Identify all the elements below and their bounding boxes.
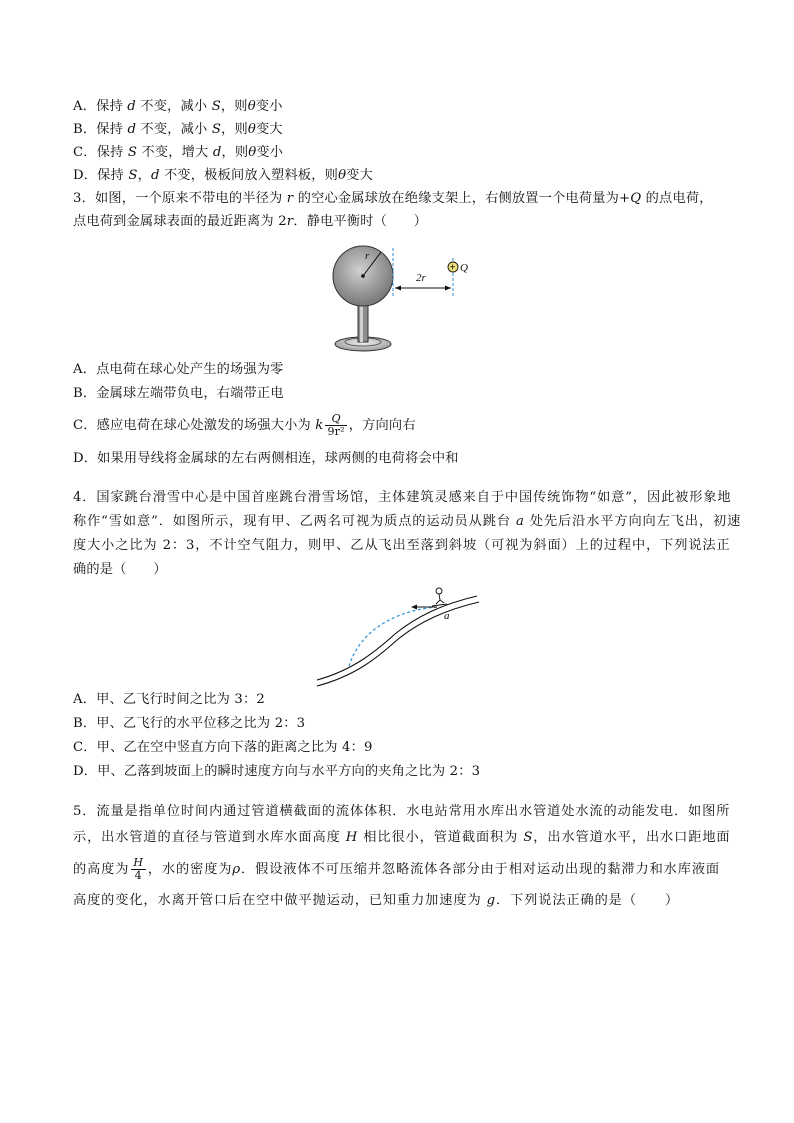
q4-stem-line-1: 4．国家跳台滑雪中心是中国首座跳台滑雪场馆，主体建筑灵感来自于中国传统饰物“如意”，因此被形象地	[73, 490, 732, 505]
q2-option-c: C．保持 S 不变，增大 d，则θ变小	[73, 145, 284, 160]
radius-label: r	[365, 250, 370, 262]
slope-upper-line	[317, 596, 477, 680]
q4-option-a: A．甲、乙飞行时间之比为 3：2	[73, 692, 265, 707]
q5-stem-line-1: 5．流量是指单位时间内通过管道横截面的流体体积．水电站常用水库出水管道处水流的动能发电．如图所	[73, 804, 731, 819]
q5-stem-line-2: 示，出水管道的直径与管道到水库水面高度 H 相比很小，管道截面积为 S，出水管道水平，出水口距地面	[73, 830, 731, 845]
arrow-head-left	[395, 286, 401, 291]
q4-ski-slope-figure	[313, 582, 483, 690]
q3-option-c: C．感应电荷在球心处激发的场强大小为 k $\frac{Q}{\text{9r²}}$ ，方向向右	[73, 412, 416, 438]
q3-option-b: B．金属球左端带负电，右端带正电	[73, 386, 284, 401]
q2-option-b: B．保持 d 不变，减小 S，则θ变大	[73, 122, 283, 137]
arrow-head-right	[445, 286, 451, 291]
q4-stem-line-2: 称作“雪如意”．如图所示，现有甲、乙两名可视为质点的运动员从跳台 a 处先后沿水平方向向左飞出，初速	[73, 514, 742, 529]
charge-label: Q	[460, 262, 468, 274]
slope-lower-line	[317, 602, 479, 686]
skier-icon	[432, 588, 447, 606]
q3-stem-line-1: 3．如图，一个原来不带电的半径为 r 的空心金属球放在绝缘支架上，右侧放置一个电荷量为+Q 的点电荷，	[73, 191, 713, 206]
q4-option-c: C．甲、乙在空中竖直方向下落的距离之比为 4：9	[73, 740, 373, 755]
charge-sign: +	[449, 262, 456, 274]
q4-option-b: B．甲、乙飞行的水平位移之比为 2：3	[73, 716, 306, 731]
q4-stem-line-4: 确的是（ ）	[73, 562, 167, 577]
q5-fraction: $\frac{H}{4}$	[133, 856, 144, 882]
q3-sphere-figure	[325, 236, 485, 358]
q5-stem-line-3: 的高度为 $\frac{H}{4}$ ，水的密度为ρ．假设液体不可压缩并忽略流体各部分由于相对运动出现的黏滞力和水库液面	[73, 856, 721, 882]
velocity-arrow-head	[411, 605, 417, 610]
distance-label: 2r	[416, 272, 426, 284]
q2-option-a: A．保持 d 不变，减小 S，则θ变小	[73, 99, 283, 114]
q4-option-d: D．甲、乙落到坡面上的瞬时速度方向与水平方向的夹角之比为 2：3	[73, 764, 481, 779]
q3-option-d: D．如果用导线将金属球的左右两侧相连，球两侧的电荷将会中和	[73, 451, 459, 466]
point-a-label: a	[444, 610, 450, 622]
q3-fraction: $\frac{Q}{\text{9r²}}$	[327, 412, 345, 438]
q3-stem-line-2: 点电荷到金属球表面的最近距离为 2r．静电平衡时（ ）	[73, 214, 428, 229]
q4-stem-line-3: 度大小之比为 2：3，不计空气阻力，则甲、乙从飞出至落到斜坡（可视为斜面）上的过程中，下列说法正	[73, 538, 731, 553]
q3-option-a: A．点电荷在球心处产生的场强为零	[73, 362, 284, 377]
q5-stem-line-4: 高度的变化，水离开管口后在空中做平抛运动，已知重力加速度为 g．下列说法正确的是（ ）	[73, 893, 680, 908]
q2-option-d: D．保持 S，d 不变，极板间放入塑料板，则θ变大	[73, 168, 373, 183]
